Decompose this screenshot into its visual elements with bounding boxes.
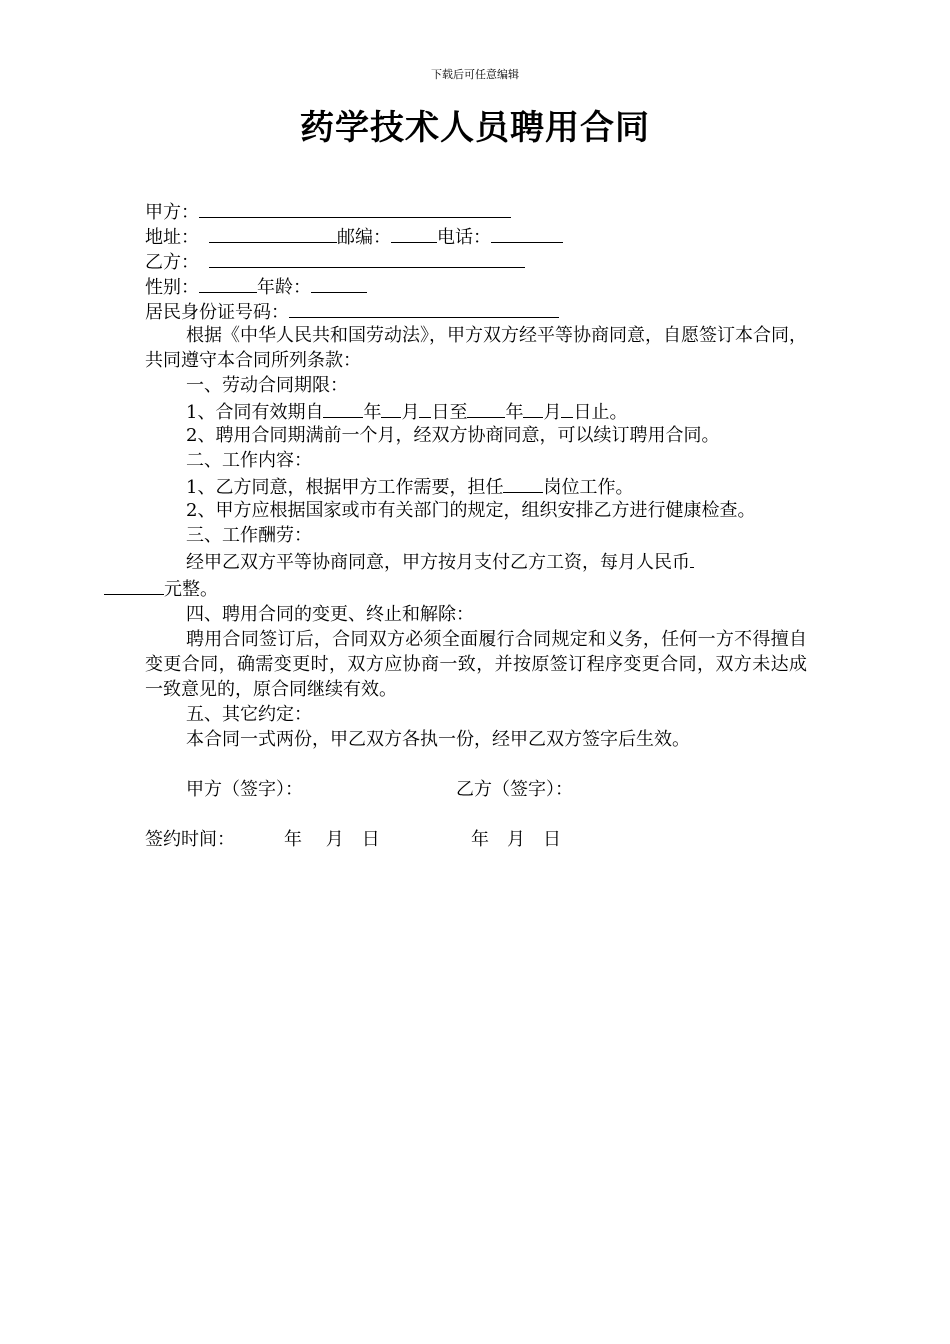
address-blank[interactable] xyxy=(209,223,337,243)
start-month-blank[interactable] xyxy=(381,398,401,418)
item-text: 月 xyxy=(543,402,562,423)
item-text: 年 xyxy=(505,402,524,423)
item-text: 年 xyxy=(363,402,382,423)
contract-body xyxy=(145,198,807,852)
id-label: 居民身份证号码： xyxy=(145,302,289,323)
item-text: 月 xyxy=(401,402,420,423)
section1-item2: 2、聘用合同期满前一个月，经双方协商同意，可以续订聘用合同。 xyxy=(186,425,720,446)
age-label: 年龄： xyxy=(257,277,311,298)
intro-paragraph: 根据《中华人民共和国劳动法》，甲方双方经平等协商同意，自愿签订本合同，共同遵守本合同所列条款： xyxy=(145,325,807,371)
section3-heading: 三、工作酬劳： xyxy=(186,525,312,546)
section1-item1 xyxy=(145,398,807,423)
position-blank[interactable] xyxy=(503,473,543,493)
gender-blank[interactable] xyxy=(199,273,257,293)
signature-row xyxy=(145,777,807,802)
item-text: 日至 xyxy=(431,402,468,423)
section3-text xyxy=(145,548,807,602)
end-month-blank[interactable] xyxy=(523,398,543,418)
end-day-blank[interactable] xyxy=(561,398,573,418)
date-label: 签约时间： xyxy=(145,829,235,850)
party-a-label: 甲方： xyxy=(145,202,199,223)
item-text: 岗位工作。 xyxy=(543,477,634,498)
salary-unit: 元整。 xyxy=(164,579,218,600)
gender-line xyxy=(145,273,807,298)
document-title: 药学技术人员聘用合同 xyxy=(300,108,650,148)
phone-blank[interactable] xyxy=(491,223,563,243)
party-a-line xyxy=(145,198,807,223)
section4-text: 聘用合同签订后，合同双方必须全面履行合同规定和义务，任何一方不得擅自变更合同，确需变更时，双方应协商一致，并按原签订程序变更合同，双方未达成一致意见的，原合同继续有效。 xyxy=(145,629,807,700)
section1-heading: 一、劳动合同期限： xyxy=(186,375,348,396)
age-blank[interactable] xyxy=(311,273,367,293)
party-a-date[interactable]: 年 月 日 xyxy=(284,829,380,850)
section2-item1 xyxy=(145,473,807,498)
party-a-signature[interactable]: 甲方（签字）： xyxy=(186,779,303,800)
item-text: 1、乙方同意，根据甲方工作需要，担任 xyxy=(186,477,504,498)
salary-blank-start xyxy=(690,548,694,568)
postcode-blank[interactable] xyxy=(391,223,437,243)
item-text: 日止。 xyxy=(573,402,628,423)
start-day-blank[interactable] xyxy=(419,398,431,418)
party-b-label: 乙方： xyxy=(145,252,199,273)
date-row xyxy=(145,827,807,852)
section5-heading: 五、其它约定： xyxy=(186,704,312,725)
party-b-date[interactable]: 年 月 日 xyxy=(471,829,561,850)
salary-blank[interactable] xyxy=(104,575,164,595)
phone-label: 电话： xyxy=(437,227,491,248)
section2-item2: 2、甲方应根据国家或市有关部门的规定，组织安排乙方进行健康检查。 xyxy=(186,500,756,521)
header-note: 下载后可任意编辑 xyxy=(431,68,519,81)
postcode-label: 邮编： xyxy=(337,227,391,248)
party-b-line xyxy=(145,248,807,273)
address-line xyxy=(145,223,807,248)
gender-label: 性别： xyxy=(145,277,199,298)
section2-heading: 二、工作内容： xyxy=(186,450,312,471)
id-blank[interactable] xyxy=(289,298,559,318)
section5-text: 本合同一式两份，甲乙双方各执一份，经甲乙双方签字后生效。 xyxy=(186,729,690,750)
section4-heading: 四、聘用合同的变更、终止和解除： xyxy=(186,604,474,625)
address-label: 地址： xyxy=(145,227,199,248)
start-year-blank[interactable] xyxy=(323,398,363,418)
item-text: 1、合同有效期自 xyxy=(186,402,324,423)
salary-text: 经甲乙双方平等协商同意，甲方按月支付乙方工资，每月人民币 xyxy=(186,552,690,573)
party-b-signature[interactable]: 乙方（签字）： xyxy=(456,779,573,800)
party-a-blank[interactable] xyxy=(199,198,511,218)
id-line xyxy=(145,298,807,323)
party-b-blank[interactable] xyxy=(209,248,525,268)
end-year-blank[interactable] xyxy=(467,398,505,418)
